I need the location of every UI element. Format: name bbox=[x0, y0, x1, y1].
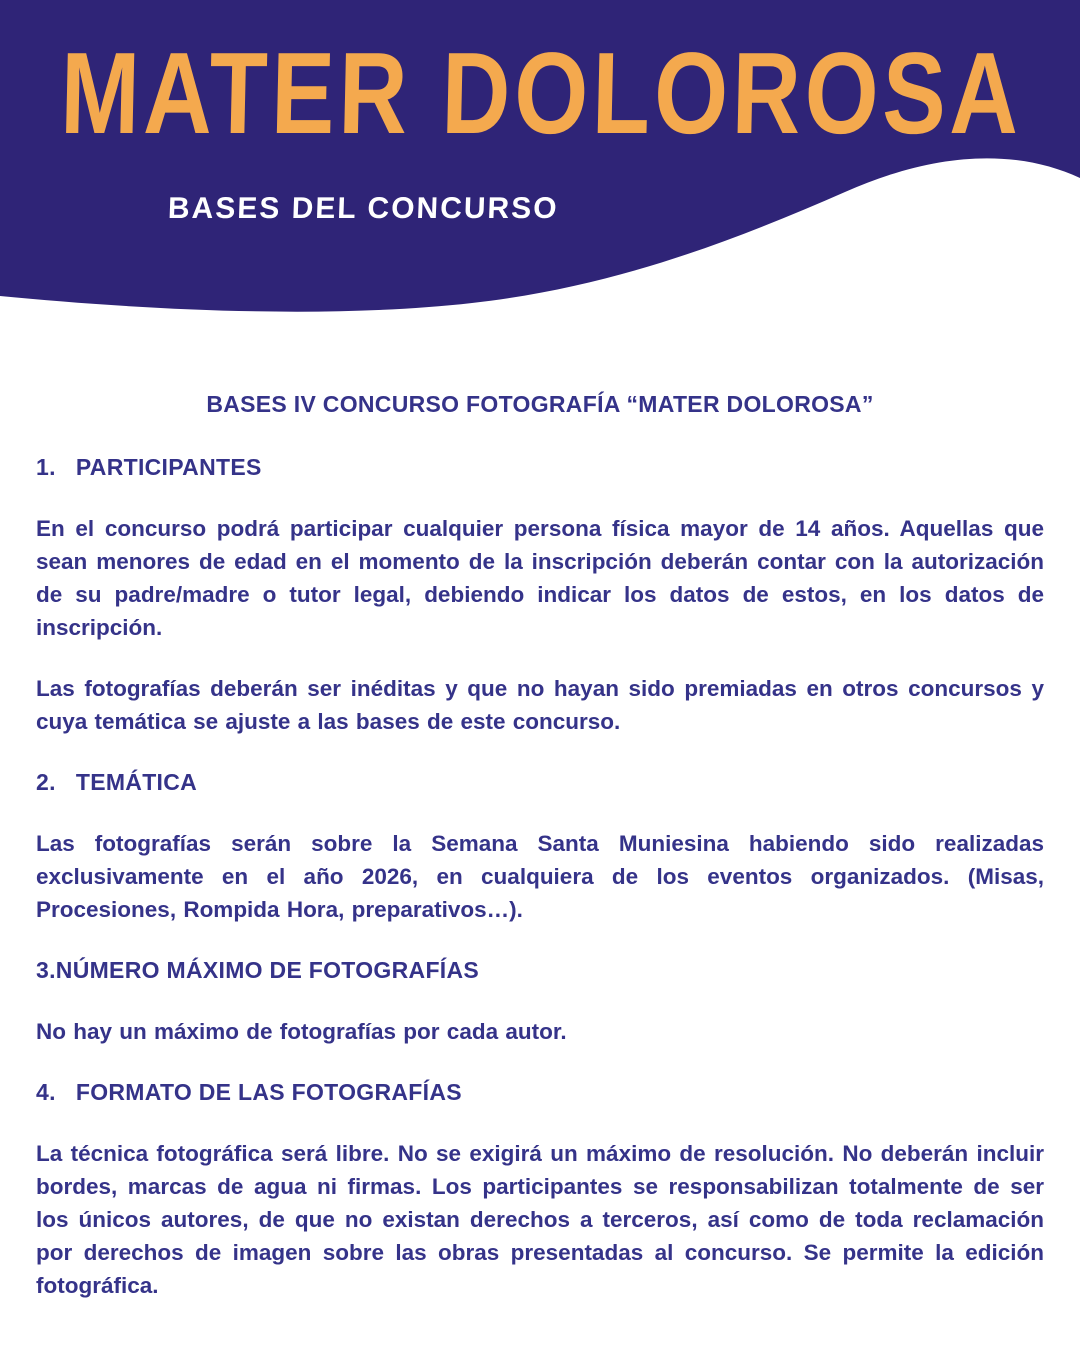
section-participantes bbox=[36, 451, 1044, 738]
paragraph: En el concurso podrá participar cualquier persona física mayor de 14 años. Aquellas que sean menores de edad en el momento de la inscripción deberán contar con la autorización de su padre/madre o tutor legal, debiendo indicar los datos de estos, en los datos de inscripción. bbox=[36, 516, 1044, 640]
document-heading: BASES IV CONCURSO FOTOGRAFÍA “MATER DOLOROSA” bbox=[206, 391, 874, 417]
section-heading-formato: 4. FORMATO DE LAS FOTOGRAFÍAS bbox=[36, 1079, 462, 1105]
section-heading-participantes: 1. PARTICIPANTES bbox=[36, 454, 262, 480]
poster-title: MATER DOLOROSA bbox=[59, 29, 1024, 159]
paragraph: Las fotografías serán sobre la Semana Santa Muniesina habiendo sido realizadas exclusivamente en el año 2026, en cualquiera de los eventos organizados. (Misas, Procesiones, Rompida Hora, preparativos…). bbox=[36, 831, 1044, 922]
poster-subtitle: BASES DEL CONCURSO bbox=[167, 192, 560, 225]
section-heading-numero-maximo: 3.NÚMERO MÁXIMO DE FOTOGRAFÍAS bbox=[36, 957, 480, 983]
paragraph: La técnica fotográfica será libre. No se exigirá un máximo de resolución. No deberán incluir bordes, marcas de agua ni firmas. Los participantes se responsabilizan totalmente de ser los únicos autores, de que no existan derechos a terceros, así como de toda reclamación por derechos de imagen sobre las obras presentadas al concurso. Se permite la edición fotográfica. bbox=[36, 1141, 1044, 1298]
section-formato bbox=[36, 1076, 1044, 1302]
section-numero-maximo bbox=[36, 954, 1044, 1048]
section-heading-tematica: 2. TEMÁTICA bbox=[36, 769, 198, 795]
header-banner bbox=[0, 0, 1080, 330]
section-tematica bbox=[36, 766, 1044, 926]
document-body bbox=[0, 330, 1080, 1302]
paragraph: Las fotografías deberán ser inéditas y que no hayan sido premiadas en otros concursos y cuya temática se ajuste a las bases de este concurso. bbox=[36, 676, 1044, 734]
paragraph: No hay un máximo de fotografías por cada autor. bbox=[36, 1019, 567, 1044]
